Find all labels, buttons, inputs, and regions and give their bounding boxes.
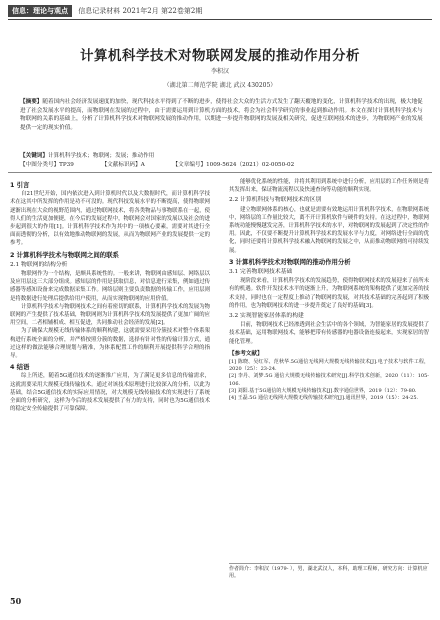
subsection-heading: 2.1 物联网的结构分析 (10, 261, 68, 268)
page-number: 50 (10, 596, 22, 606)
paragraph: 能够优化系统的性能，并将其利用到系统中进行分析，应用层的工作任务则是将其发挥出来，保证物流流程以及快速查询等功能的顺利实现。 (229, 179, 429, 194)
keywords-label: 【关键词】 (20, 153, 48, 159)
section-tag: 信息：理论与观点 (8, 5, 72, 17)
abstract-label: 【摘要】 (20, 99, 43, 105)
journal-info: 信息记录材料 2021年2月 第22卷第2期 (78, 7, 203, 15)
subsection-heading: 3.1 完善物联网技术基础 (229, 269, 293, 276)
paragraph: 为了确保大规模无线传输体系的顺利构建，这就需要采用分簇技术对整个体系架构进行系统全面的分析，并严格按照分簇的数据，选择有针对性的传输计算方式，通过这样的做法能够合理规划与精准，为体系配置工作的顺利开展提供科学合理的指导。 (10, 328, 210, 360)
divider (8, 172, 432, 173)
subsection-heading: 2.2 计算机科技与物联网技术的区别 (229, 197, 322, 204)
classification-line (20, 161, 426, 170)
left-column (10, 178, 210, 413)
section-heading: 3 计算机科学技术对物联网的推动作用分析 (229, 257, 351, 266)
section-heading: 1 引言 (10, 181, 30, 189)
paper-title: 计算机科学技术对物联网发展的推动作用分析 (80, 48, 360, 64)
article-number: 【文章编号】1009-5624（2021）02-0050-02 (172, 162, 295, 168)
reference-item: [2] 李丹、刘梦.5G 通信大规模无线传输技术研究[J].科学技术创新，2020（11）：105-106. (229, 373, 429, 387)
running-header (8, 5, 432, 20)
reference-item: [4] 王磊.5G 通信无线网大规模无线传输技术研究[J].通讯世界，2019（15）：24-25. (229, 395, 419, 402)
section-heading: 4 结语 (10, 363, 30, 372)
paragraph: 自21世纪开始，国内依次进入到计算机时代以及大数据时代，而计算机科学技术在这其中所发挥的作用是功不可没的。现代科技发展水平的不断提高，使得物联网逐渐出现在大众的视野范围内，通过物联网技术，将各类物品与事物联系在一起，使得人们的生活更加便捷，在今后的发展过程中，物联网会对国家的发展以及社会的进步起到很大的作用[1]。计算机科学技术作为其中的一项核心要素，需要对其进行全面而透彻的分析，以有效地推动物联网的发展，从而为物联网产业的发展提供一定的参考。 (10, 191, 210, 247)
keywords-text: 计算机科学技术；物联网；发展；推动作用 (47, 153, 155, 159)
paragraph: 物联网作为一个结构，是颇具系统性的。一般来讲，物联网由感知层、网络层以及应用层这三大部分组成。感知层的作用是获取信息，对信息进行采集，例如通过传感器等感知设备来完成数据采集工作。网络层则主要负责数据的传输工作，应用层则是将数据进行处理后提供给用户使用，从而实现物联网的应用价值。 (10, 271, 210, 302)
paragraph: 目前，物联网技术已经渗透到社会生活中的各个领域，为智能家居的发展提供了技术基础，运用物联网技术，能够把带有传感器的电器设备连接起来，实现家居的智能化管理。 (229, 322, 429, 345)
paragraph: 计算机科学技术与物联网技术之间有着密切的联系，计算机科学技术的发展为物联网的产生提供了技术基础，物联网则为计算机科学技术的发展提供了更加广阔的应用空间，二者相辅相成、相互促进，共同推动社会经济的发展[2]。 (10, 303, 210, 327)
paragraph: 综上所述，随着5G通信技术的逐渐推广应用，为了满足更多信息的传输需求，这就需要采用大规模无线传输技术。通过对该技术原理进行比较深入的分析，以此为基础，结合5G通信技术的实际应用情况，对大规模无线传输技术的实现进行了系统全面的分析研究，这样为今后的技术发展提供了有力的支持，同时也为5G通信技术的稳定安全传输提供了可靠保障。 (10, 373, 210, 413)
abstract-text: 随着国内社会经济发展速度的加快，现代科技水平得到了不断的进步，使得社会大众的生活方式发生了翻天覆地的变化，计算机科学技术的出现，极大地促进了社会发展水平的提高，而物联网在发展的过程中，由于需要运用到计算机方面的技术，将会为社会科学研究的事业起到推动作用。本文在探讨计算机科学技术与物联网的关系的基础上，分析了计算机科学技术对物联网发展的推动作用，以期进一步提升物联网的发展及相关研究，促进互联网技术的进步，为物联网产业的发展提供一定的现实价值。 (20, 99, 423, 131)
subsection-heading: 3.2 实现智能家居体系的构建 (229, 313, 304, 320)
paragraph: 建立物联网体系的核心，也就是需要有效地运用计算机科学技术，在物联网系统中，网络层的工作量比较大，离不开计算机软件与硬件的支持。在这过程中，物联网系统功能慢慢越发完善，计算机科学技术的水平，对物联网的发展起到了决定性的作用。因此，不仅要不断提升计算机科学技术的发展水平与力度，对网络进行全面的优化，同时还要将计算机科学技术融入物联网的发展之中，从而推动物联网的可持续发展。 (229, 206, 429, 254)
doc-code: 【文献标识码】A (101, 162, 145, 168)
right-column (229, 178, 429, 402)
clc-number: 【中图分类号】TP39 (20, 162, 74, 168)
section-heading: 2 计算机科学技术与物联网之间的联系 (10, 250, 119, 259)
author-name: 李积汉 (210, 68, 229, 75)
abstract (20, 98, 426, 132)
references-heading: 【参考文献】 (229, 350, 263, 357)
author-bio: 作者简介：李积汉（1979- ），男，湖北武汉人，本科，助理工程师，研究方向：计算机应用。 (229, 563, 429, 580)
keywords (20, 152, 426, 161)
author-affiliation: （湖北第二师范学院 湖北 武汉 430205） (163, 82, 277, 89)
reference-item: [3] 刘阳.基于5G通信的大规模无线传输技术[J].数字通信世界，2019（12）：79-80. (229, 387, 417, 394)
reference-item: [1] 陈晓、吴红军、范秋华.5G通信无线网大规模无线传输技术[J].电子技术与软件工程，2020（25）：23-24. (229, 359, 429, 373)
paragraph: 现阶段来看，计算机科学技术的发展趋势，使得物联网技术的发展迎来了前所未有的机遇。软件开发技术水平的逐渐上升，为物联网系统的架构提供了更加完善的技术支持，同时也在一定程度上推动了物联网的发展，对其技术基础的完善起到了积极的作用，也为物联网技术的进一步提升奠定了良好的基础[3]。 (229, 278, 429, 309)
